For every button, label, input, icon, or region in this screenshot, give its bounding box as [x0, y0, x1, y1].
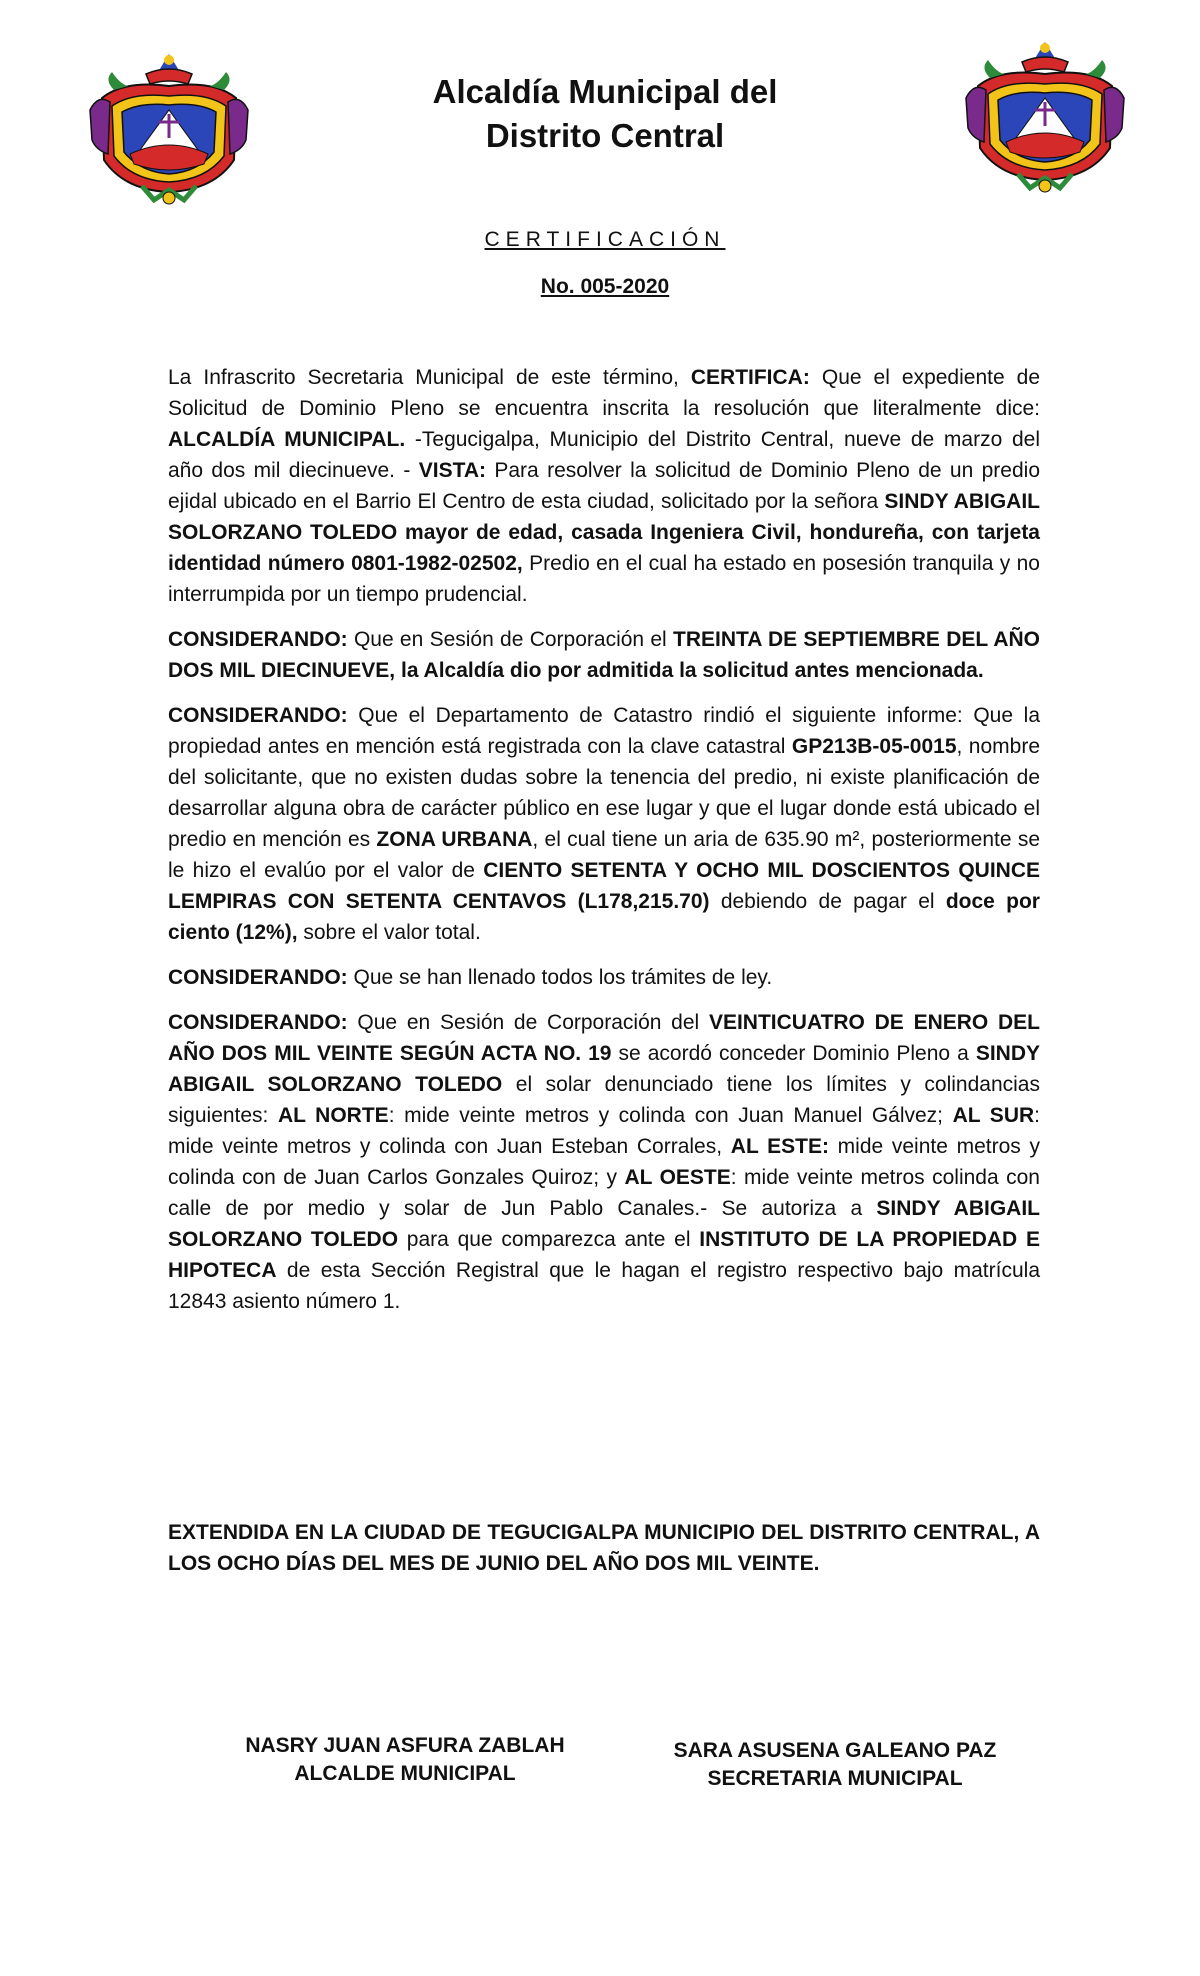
coat-of-arms-left-graphic: [90, 54, 248, 204]
paragraph-considerando-3: [168, 962, 1040, 993]
page-title: [300, 70, 910, 158]
signature-block-secretary: [620, 1737, 1050, 1793]
coat-of-arms-right-graphic: [966, 42, 1124, 192]
bold-text-run: AL ESTE:: [730, 1135, 829, 1158]
text-run: se acordó conceder Dominio Pleno a: [611, 1042, 976, 1065]
text-run: mide veinte metros y colinda con de Juan Carlos Gonzales Quiroz; y: [168, 1135, 1041, 1189]
signature-block-mayor: [190, 1732, 620, 1788]
text-run: , el cual tiene un aria de 635.90 m², posteriormente se le hizo el evalúo por el valor de: [168, 828, 1040, 882]
bold-text-run: CONSIDERANDO:: [168, 628, 348, 651]
bold-text-run: AL NORTE: [277, 1104, 389, 1127]
text-run: Que el Departamento de Catastro rindió el siguiente informe: Que la propiedad antes en mención está registrada con la clave catastral: [168, 704, 1040, 758]
text-run: Que en Sesión de Corporación del: [347, 1011, 709, 1034]
closing-statement: EXTENDIDA EN LA CIUDAD DE TEGUCIGALPA MUNICIPIO DEL DISTRITO CENTRAL, A LOS OCHO DÍAS DEL MES DE JUNIO DEL AÑO DOS MIL VEINTE.: [168, 1521, 1040, 1575]
text-run: Que en Sesión de Corporación el: [347, 628, 674, 651]
text-run: debiendo de pagar el: [709, 890, 946, 913]
mayor-name: NASRY JUAN ASFURA ZABLAH: [245, 1734, 565, 1757]
text-run: , nombre del solicitante, que no existen dudas sobre la tenencia del predio, ni existe planificación de desarrollar alguna obra de carácter público en ese lugar y que el lugar donde está ubicado el predio en mención es: [168, 735, 1041, 851]
bold-text-run: TREINTA DE SEPTIEMBRE DEL AÑO DOS MIL DIECINUEVE, la Alcaldía dio por admitida la solicitud antes mencionada.: [168, 628, 1040, 682]
text-run: Predio en el cual ha estado en posesión tranquila y no interrumpida por un tiempo prudencial.: [168, 552, 1040, 606]
bold-text-run: AL OESTE: [624, 1166, 731, 1189]
text-run: -Tegucigalpa, Municipio del Distrito Central, nueve de marzo del año dos mil diecinueve. -: [168, 428, 1041, 482]
text-run: Para resolver la solicitud de Dominio Pleno de un predio ejidal ubicado en el Barrio El Centro de esta ciudad, solicitado por la señora: [168, 459, 1040, 513]
bold-text-run: ZONA URBANA: [376, 828, 533, 851]
bold-text-run: INSTITUTO DE LA PROPIEDAD E HIPOTECA: [168, 1228, 1040, 1282]
secretary-role: SECRETARIA MUNICIPAL: [707, 1767, 963, 1790]
bold-text-run: AL SUR: [952, 1104, 1035, 1127]
bold-text-run: CONSIDERANDO:: [168, 1011, 348, 1034]
certification-number: No. 005-2020: [540, 275, 670, 298]
title-line-1: Alcaldía Municipal del: [432, 73, 778, 110]
text-run: : mide veinte metros colinda con calle de por medio y solar de Jun Pablo Canales.- Se autoriza a: [168, 1166, 1040, 1220]
bold-text-run: VEINTICUATRO DE ENERO DEL AÑO DOS MIL VEINTE SEGÚN ACTA NO. 19: [168, 1011, 1040, 1065]
paragraph-considerando-4: [168, 1007, 1040, 1317]
coat-of-arms-right: [960, 38, 1130, 198]
paragraph-certifica: [168, 362, 1040, 610]
text-run: de esta Sección Registral que le hagan el registro respectivo bajo matrícula 12843 asiento número 1.: [168, 1259, 1040, 1313]
paragraph-considerando-1: [168, 624, 1040, 686]
paragraph-considerando-2: [168, 700, 1040, 948]
bold-text-run: CONSIDERANDO:: [168, 966, 348, 989]
text-run: el solar denunciado tiene los límites y colindancias siguientes:: [168, 1073, 1040, 1127]
text-run: para que comparezca ante el: [398, 1228, 700, 1251]
bold-text-run: VISTA:: [418, 459, 487, 482]
bold-text-run: GP213B-05-0015: [791, 735, 957, 758]
text-run: Que se han llenado todos los trámites de ley.: [347, 966, 773, 989]
bold-text-run: ALCALDÍA MUNICIPAL.: [168, 428, 406, 451]
bold-text-run: SINDY ABIGAIL SOLORZANO TOLEDO: [168, 1197, 1040, 1251]
title-line-2: Distrito Central: [485, 117, 725, 154]
text-run: La Infrascrito Secretaria Municipal de este término,: [168, 366, 691, 389]
bold-text-run: SINDY ABIGAIL SOLORZANO TOLEDO mayor de edad, casada Ingeniera Civil, hondureña, con tarjeta identidad número 0801-1982-02502,: [168, 490, 1040, 575]
bold-text-run: doce por ciento (12%),: [168, 890, 1040, 944]
coat-of-arms-left: [84, 50, 254, 210]
text-run: : mide veinte metros y colinda con Juan Manuel Gálvez;: [388, 1104, 953, 1127]
bold-text-run: SINDY ABIGAIL SOLORZANO TOLEDO: [168, 1042, 1040, 1096]
text-run: Que el expediente de Solicitud de Dominio Pleno se encuentra inscrita la resolución que literalmente dice:: [168, 366, 1040, 420]
text-run: sobre el valor total.: [297, 921, 481, 944]
mayor-role: ALCALDE MUNICIPAL: [294, 1762, 516, 1785]
secretary-name: SARA ASUSENA GALEANO PAZ: [673, 1739, 997, 1762]
bold-text-run: CONSIDERANDO:: [168, 704, 348, 727]
certification-title: CERTIFICACIÓN: [484, 228, 726, 251]
bold-text-run: CERTIFICA:: [690, 366, 810, 389]
bold-text-run: CIENTO SETENTA Y OCHO MIL DOSCIENTOS QUINCE LEMPIRAS CON SETENTA CENTAVOS (L178,215.70): [168, 859, 1041, 913]
document-body: [168, 362, 1040, 1331]
text-run: : mide veinte metros y colinda con Juan Esteban Corrales,: [168, 1104, 1040, 1158]
